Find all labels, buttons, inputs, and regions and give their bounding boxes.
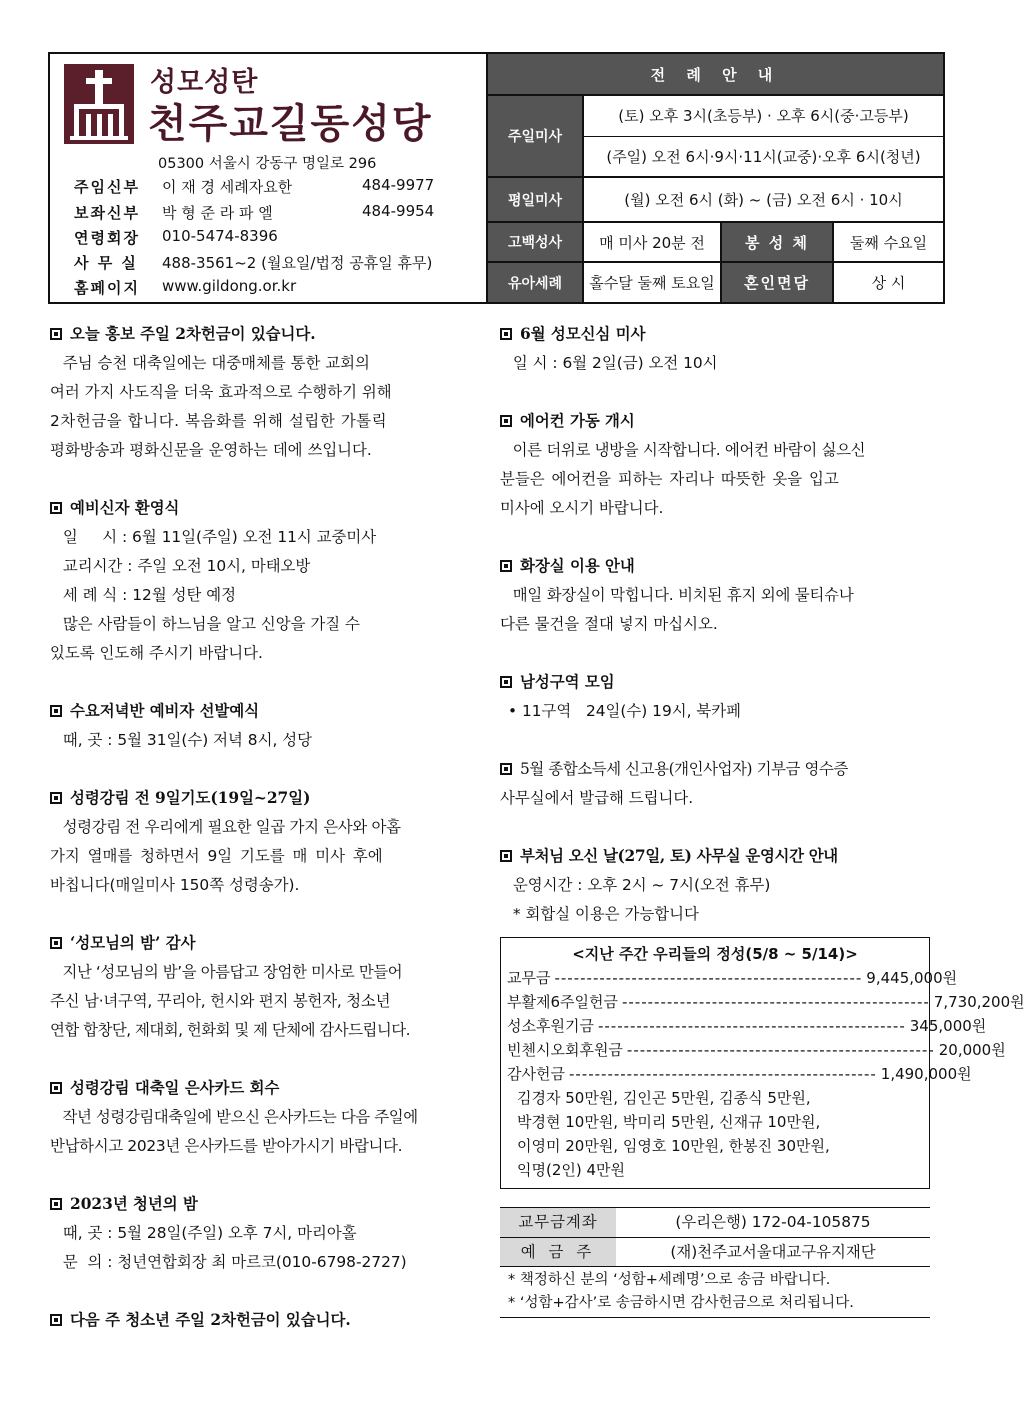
- contact-label: 보좌신부: [74, 204, 140, 222]
- notice-line: 매일 화장실이 막힙니다. 비치된 휴지 외에 물티슈나: [508, 586, 854, 604]
- notice-title: 2023년 청년의 밤: [70, 1195, 198, 1213]
- notice-line: 분들은 에어컨을 피하는 자리나 따뜻한 옷을 입고: [500, 470, 839, 488]
- contact-office: [74, 252, 432, 273]
- square-bullet-icon: [50, 1082, 62, 1094]
- confession-value: 매 미사 20분 전: [599, 233, 705, 252]
- notice-air-conditioning: [500, 407, 940, 523]
- notice-line: 사무실에서 발급해 드립니다.: [500, 789, 694, 807]
- notice-line: 2차헌금을 합니다. 복음화를 위해 설립한 가톨릭: [50, 412, 388, 430]
- notice-line: 가지 열매를 청하면서 9일 기도를 매 미사 후에: [50, 847, 383, 865]
- offering-row: [507, 1062, 972, 1086]
- notice-line: 일 시 : 6월 2일(금) 오전 10시: [508, 354, 718, 372]
- notice-title: 다음 주 청소년 주일 2차헌금이 있습니다.: [70, 1311, 351, 1329]
- notice-title: ‘성모님의 밤’ 감사: [70, 934, 196, 952]
- contact-label: 주임신부: [74, 178, 140, 196]
- notice-line: 때, 곳 : 5월 31일(수) 저녁 8시, 성당: [58, 731, 312, 749]
- notice-title: 5월 종합소득세 신고용(개인사업자) 기부금 영수증: [520, 760, 848, 778]
- dash-leader: ------------------------------------------------: [626, 1041, 935, 1059]
- notice-line: 운영시간 : 오후 2시 ~ 7시(오전 휴무): [508, 876, 771, 894]
- church-logo-icon: [64, 64, 134, 144]
- square-bullet-icon: [500, 415, 512, 427]
- weekday-mass-row: [488, 178, 943, 223]
- notice-men-district: [500, 668, 940, 726]
- notice-restroom: [500, 552, 940, 639]
- notice-line: 연합 합창단, 제대회, 헌화회 및 제 단체에 감사드립니다.: [50, 1021, 411, 1039]
- notice-buddha-birthday: [500, 842, 940, 929]
- contact-phone: 484-9977: [362, 176, 435, 194]
- notice-title: 오늘 홍보 주일 2차헌금이 있습니다.: [70, 325, 316, 343]
- notice-marian-mass: [500, 320, 940, 378]
- sunday-mass-sunday: (주일) 오전 6시·9시·11시(교중)·오후 6시(청년): [606, 147, 921, 166]
- square-bullet-icon: [50, 1198, 62, 1210]
- contact-pastor: [74, 176, 434, 197]
- offering-row: [507, 1014, 987, 1038]
- contact-value: 488-3561~2 (월요일/법정 공휴일 휴무): [162, 254, 433, 272]
- notice-line: 주신 남·녀구역, 꾸리아, 헌시와 편지 봉헌자, 청소년: [50, 992, 391, 1010]
- offering-amount: 20,000원: [938, 1041, 1006, 1059]
- church-address: 05300 서울시 강동구 명일로 296: [158, 156, 377, 172]
- notice-pentecost-novena: [50, 784, 478, 900]
- notice-promotion-sunday: [50, 320, 478, 465]
- notice-youth-sunday-collection: [50, 1306, 478, 1335]
- notice-line: 일 시 : 6월 11일(주일) 오전 11시 교중미사: [58, 528, 377, 546]
- sunday-mass-label: 주일미사: [488, 96, 584, 176]
- donor-line: 김경자 50만원, 김인곤 5만원, 김종식 5만원,: [517, 1089, 811, 1107]
- adoration-value: 둘째 수요일: [832, 223, 943, 261]
- notice-youth-night: [50, 1190, 478, 1277]
- notice-line: 다른 물건을 절대 넣지 마십시오.: [500, 615, 718, 633]
- notice-line: 성령강림 전 우리에게 필요한 일곱 가지 은사와 아홉: [58, 818, 401, 836]
- notice-catechumen-welcome: [50, 494, 478, 668]
- offering-title: <지난 주간 우리들의 정성(5/8 ~ 5/14)>: [572, 945, 858, 963]
- notice-line: 문 의 : 청년연합회장 최 마르코(010-6798-2727): [58, 1253, 407, 1271]
- mass-schedule: [488, 54, 943, 302]
- offering-name: 성소후원기금: [507, 1017, 594, 1035]
- weekday-mass-value: (월) 오전 6시 (화) ~ (금) 오전 6시 · 10시: [624, 191, 903, 209]
- offering-name: 부활제6주일헌금: [507, 993, 618, 1011]
- contact-value: 박 형 준 라 파 엘: [162, 204, 273, 222]
- contact-label: 사 무 실: [74, 254, 138, 272]
- account-row: [500, 1207, 930, 1237]
- account-note: * 책정하신 분의 ‘성함+세례명’으로 송금 바랍니다.: [508, 1272, 831, 1288]
- infant-baptism-row: [488, 263, 943, 302]
- offering-name: 감사헌금: [507, 1065, 565, 1083]
- church-name-line1: 성모성탄: [150, 67, 259, 98]
- contact-homepage: [74, 277, 296, 298]
- confession-label: 고백성사: [488, 223, 584, 261]
- dash-leader: ------------------------------------------------: [554, 969, 863, 987]
- square-bullet-icon: [500, 328, 512, 340]
- square-bullet-icon: [50, 937, 62, 949]
- homepage-link[interactable]: www.gildong.or.kr: [162, 277, 297, 295]
- notice-line: 이른 더위로 냉방을 시작합니다. 에어컨 바람이 싫으신: [508, 441, 866, 459]
- notice-gift-card-return: [50, 1074, 478, 1161]
- notice-line: 세 례 식 : 12월 성탄 예정: [58, 586, 236, 604]
- notice-line: 때, 곳 : 5월 28일(주일) 오후 7시, 마리아홀: [58, 1224, 357, 1242]
- marriage-value: 상 시: [832, 263, 943, 302]
- notice-tax-receipt: [500, 755, 940, 813]
- right-column: [500, 320, 1025, 1318]
- infant-baptism-value: 홀수달 둘째 토요일: [589, 274, 715, 292]
- offering-amount: 9,445,000원: [866, 969, 958, 987]
- adoration-label: 봉 성 체: [720, 223, 832, 261]
- confession-row: [488, 223, 943, 263]
- contact-value: 이 재 경 세례자요한: [162, 178, 293, 196]
- contact-phone: 484-9954: [362, 202, 435, 220]
- notice-line: • 11구역 24일(수) 19시, 북카페: [508, 702, 742, 720]
- notice-line: 미사에 오시기 바랍니다.: [500, 499, 664, 517]
- donor-line: 익명(2인) 4만원: [517, 1161, 626, 1179]
- sunday-mass-saturday: (토) 오후 3시(초등부) · 오후 6시(중·고등부): [584, 96, 943, 137]
- account-table: [500, 1207, 930, 1267]
- church-name-line2: 천주교길동성당: [148, 101, 433, 147]
- notice-mary-night-thanks: [50, 929, 478, 1045]
- left-column: [50, 320, 478, 1364]
- notice-title: 예비신자 환영식: [70, 499, 180, 517]
- contact-funeral: [74, 227, 278, 248]
- notice-line: 교리시간 : 주일 오전 10시, 마태오방: [58, 557, 311, 575]
- dash-leader: ------------------------------------------------: [621, 993, 930, 1011]
- notice-title: 에어컨 가동 개시: [520, 412, 635, 430]
- square-bullet-icon: [50, 502, 62, 514]
- notice-title: 성령강림 대축일 은사카드 회수: [70, 1079, 280, 1097]
- account-label: 교무금계좌: [500, 1208, 616, 1237]
- weekday-mass-label: 평일미사: [488, 178, 584, 221]
- mass-schedule-title: 전 례 안 내: [488, 54, 943, 96]
- notice-title: 성령강림 전 9일기도(19일~27일): [70, 789, 311, 807]
- notice-line: 지난 ‘성모님의 밤’을 아름답고 장엄한 미사로 만들어: [58, 963, 403, 981]
- dash-leader: ------------------------------------------------: [568, 1065, 877, 1083]
- church-info: [50, 54, 488, 302]
- offering-name: 교무금: [507, 969, 551, 987]
- donor-line: 박경현 10만원, 박미리 5만원, 신재규 10만원,: [517, 1113, 821, 1131]
- account-holder-label: 예 금 주: [500, 1238, 616, 1266]
- notice-line: 작년 성령강림대축일에 받으신 은사카드는 다음 주일에: [58, 1108, 418, 1126]
- notice-title: 6월 성모신심 미사: [520, 325, 646, 343]
- offering-row: [507, 1038, 1006, 1062]
- notice-title: 부처님 오신 날(27일, 토) 사무실 운영시간 안내: [520, 847, 838, 865]
- notice-line: 있도록 인도해 주시기 바랍니다.: [50, 644, 263, 662]
- marriage-label: 혼인면담: [720, 263, 832, 302]
- offering-box: [500, 937, 1025, 1189]
- contact-value: 010-5474-8396: [162, 227, 278, 245]
- notice-title: 수요저녁반 예비자 선발예식: [70, 702, 260, 720]
- square-bullet-icon: [500, 676, 512, 688]
- square-bullet-icon: [500, 763, 512, 775]
- sunday-mass-row: [488, 96, 943, 178]
- account-notes: [500, 1267, 930, 1318]
- notice-line: 주님 승천 대축일에는 대중매체를 통한 교회의: [58, 354, 370, 372]
- notice-wednesday-selection: [50, 697, 478, 755]
- notice-line: 평화방송과 평화신문을 운영하는 데에 쓰입니다.: [50, 441, 372, 459]
- offering-amount: 345,000원: [909, 1017, 987, 1035]
- offering-row: [507, 966, 958, 990]
- account-holder-row: [500, 1237, 930, 1267]
- infant-baptism-label: 유아세례: [488, 263, 584, 302]
- notice-title: 남성구역 모임: [520, 673, 615, 691]
- contact-label: 연령회장: [74, 229, 140, 247]
- square-bullet-icon: [50, 328, 62, 340]
- notice-line: * 회합실 이용은 가능합니다: [508, 905, 699, 923]
- account-note: * ‘성함+감사’로 송금하시면 감사헌금으로 처리됩니다.: [508, 1295, 854, 1311]
- notice-line: 많은 사람들이 하느님을 알고 신앙을 가질 수: [58, 615, 360, 633]
- offering-amount: 1,490,000원: [880, 1065, 972, 1083]
- offering-amount: 7,730,200원: [933, 993, 1025, 1011]
- offering-name: 빈첸시오회후원금: [507, 1041, 623, 1059]
- notice-line: 여러 가지 사도직을 더욱 효과적으로 수행하기 위해: [50, 383, 392, 401]
- contact-label: 홈페이지: [74, 279, 140, 297]
- donor-line: 이영미 20만원, 임영호 10만원, 한봉진 30만원,: [517, 1137, 830, 1155]
- square-bullet-icon: [50, 792, 62, 804]
- account-number: (우리은행) 172-04-105875: [675, 1213, 871, 1231]
- bulletin-header: [48, 52, 945, 304]
- notice-line: 바칩니다(매일미사 150쪽 성령송가).: [50, 876, 300, 894]
- square-bullet-icon: [50, 705, 62, 717]
- account-holder: (재)천주교서울대교구유지재단: [670, 1242, 876, 1261]
- contact-assistant: [74, 202, 434, 223]
- notice-title: 화장실 이용 안내: [520, 557, 635, 575]
- notice-line: 반납하시고 2023년 은사카드를 받아가시기 바랍니다.: [50, 1137, 403, 1155]
- square-bullet-icon: [500, 850, 512, 862]
- dash-leader: ------------------------------------------------: [597, 1017, 906, 1035]
- offering-row: [507, 990, 1025, 1014]
- square-bullet-icon: [500, 560, 512, 572]
- square-bullet-icon: [50, 1314, 62, 1326]
